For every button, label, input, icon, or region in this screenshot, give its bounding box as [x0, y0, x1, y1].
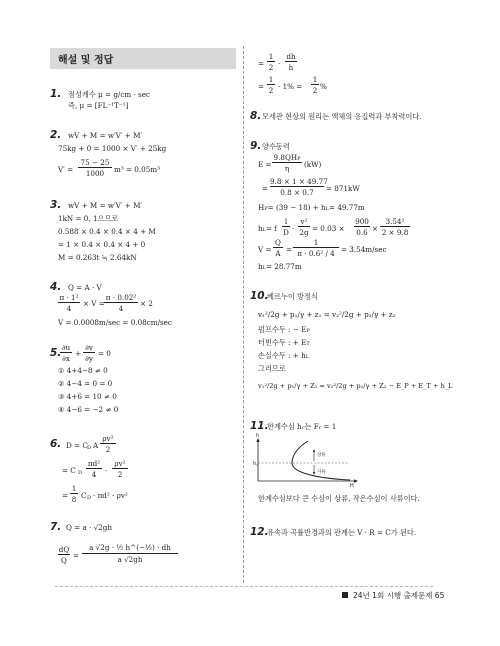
q6-frac4-num: 1	[71, 484, 77, 493]
q9-l4-f2-num: v²	[300, 217, 308, 226]
q6-line2-sub: D	[78, 470, 83, 476]
q5-option-3: ③ 4+6 = 10 ≠ 0	[58, 392, 117, 401]
q6-frac4-bar	[70, 493, 78, 494]
cont-frac1-num: 1	[268, 52, 274, 61]
q7-eq: =	[73, 551, 80, 560]
q7-frac-den: a √2gh	[117, 555, 143, 564]
q6-frac2-den: 4	[91, 470, 97, 479]
cont-frac1-den: 2	[268, 63, 274, 72]
cont-frac4-den: 2	[312, 86, 318, 95]
supercritical-label: 사류	[317, 470, 326, 475]
q9-l4-m3: ×	[372, 224, 379, 233]
q4-line2-end: × 2	[140, 299, 153, 308]
hc-label: h꜀	[253, 461, 258, 467]
q9-l1-den: η	[284, 164, 290, 173]
subcritical-label: 상류	[317, 453, 326, 458]
q9-l4-a: hL= f	[258, 224, 277, 233]
q5-frac1-bar	[60, 352, 72, 353]
q10-number: 10.	[250, 290, 269, 302]
q9-l4-f1-bar	[282, 226, 290, 227]
q11-number: 11.	[250, 420, 269, 432]
q7-frac-num: a √2g · ½ h^(−½) · dh	[89, 543, 171, 552]
q1-line1: 점성계수 μ = g/cm · sec	[68, 90, 151, 99]
q9-l2-den: 0.8 × 0.7	[280, 188, 314, 197]
q6-line3-c: · πd² · ρv²	[93, 491, 128, 500]
q9-l2-bar	[270, 186, 324, 187]
q10-loss-head: 손실수두 : + hL	[258, 351, 310, 360]
cont-frac2-num: dh	[286, 52, 296, 61]
q9-l1-num: 9.8QHP	[273, 153, 301, 162]
q1-number: 1.	[50, 88, 62, 100]
q9-l4-f4-den: 2 × 9.8	[381, 228, 409, 237]
q5-frac2-bar	[83, 352, 95, 353]
q12-text: 유속과 곡률반경과의 관계는 V · R = C가 된다.	[267, 528, 417, 537]
q2-number: 2.	[50, 129, 62, 141]
q9-l2-b: = 871kW	[326, 184, 360, 193]
q3-line4: = 1 × 0.4 × 0.4 × 4 + 0	[58, 240, 146, 249]
page-title: 해설 및 정답	[58, 55, 114, 66]
q10-title: 베르누이 방정식	[267, 292, 318, 301]
q5-frac2-num: ∂v	[85, 343, 93, 352]
q9-title: 양수동력	[262, 142, 290, 151]
q11-title: 한계수심 hc는 Fr = 1	[267, 422, 337, 431]
q9-l1-bar	[272, 162, 302, 163]
q9-l4-f2-bar	[298, 226, 310, 227]
q6-frac4-den: 8	[71, 495, 77, 504]
cont-line2-mid: · 1% =	[278, 82, 303, 91]
q7-number: 7.	[50, 521, 62, 533]
q9-l5-f1-den: A	[275, 249, 281, 258]
q1-line2: 즉, μ = [FL⁻¹T⁻¹]	[68, 101, 129, 110]
q2-line2: 75kg + 0 = 1000 × V′ + 25kg	[58, 144, 167, 153]
lower-arrow-head	[313, 472, 315, 475]
cont-frac1-bar	[267, 61, 275, 62]
q3-number: 3.	[50, 199, 62, 211]
q8-text: 모세관 현상의 원리는 액체의 응집력과 부착력이다.	[262, 112, 422, 121]
q6-frac1-bar	[100, 443, 116, 444]
q6-frac3-num: ρv²	[114, 459, 126, 468]
q9-l5-b: = 3.54m/sec	[341, 245, 387, 254]
q6-frac1-den: 2	[105, 445, 111, 454]
q6-line3-a: =	[62, 491, 69, 500]
q8-number: 8.	[250, 110, 262, 122]
cont-line1-a: =	[258, 59, 265, 68]
q9-l1-b: (kW)	[304, 160, 322, 169]
q9-l4-f3-den: 0.6	[356, 228, 368, 237]
cont-frac3-num: 1	[268, 75, 274, 84]
column-divider	[243, 46, 244, 583]
q9-l4-f1-num: l	[284, 217, 288, 226]
page-footer: 24년 1회 시행 출제문제 65	[353, 591, 445, 600]
q6-line1-b: A	[93, 441, 99, 450]
q5-option-4: ④ 4−6 = −2 ≠ 0	[58, 405, 119, 414]
q5-frac1-den: ∂x	[62, 354, 70, 363]
q3-line2: 1kN = 0, 1으므로	[58, 214, 119, 223]
q6-frac3-bar	[112, 468, 128, 469]
q7-frac-bar	[82, 553, 178, 554]
cont-frac3-den: 2	[268, 86, 274, 95]
q10-equation-1: v₁²/2g + p₁/γ + z₁ = v₂²/2g + p₂/γ + z₂	[258, 310, 396, 319]
x-axis-arrow	[354, 479, 358, 482]
x-axis-label: H	[350, 483, 354, 489]
q9-l4-f2-den: 2g	[299, 228, 309, 237]
q6-number: 6.	[50, 438, 62, 450]
cont-line2-end: %	[320, 82, 327, 91]
q2-frac-num: 75 − 25	[80, 158, 110, 167]
y-axis-label: h	[256, 433, 260, 439]
upper-arrow-head	[313, 449, 315, 452]
q3-line3: 0.588 × 0.4 × 0.4 × 4 + M	[58, 227, 156, 236]
q4-frac2-bar	[104, 302, 138, 303]
q9-l5-f2-bar	[293, 247, 339, 248]
q10-therefore: 그러므로	[258, 364, 286, 373]
cont-line1-mid: ·	[278, 59, 281, 68]
q9-l3: HP= (39 − 18) + hL= 49.77m	[258, 203, 365, 212]
q4-line2-mid: × V =	[83, 299, 105, 308]
q9-l1-a: E =	[258, 160, 272, 169]
cont-frac2-den: h	[288, 63, 294, 72]
q4-line1: Q = A · V	[68, 283, 102, 292]
q5-frac1-num: ∂u	[61, 343, 71, 352]
q9-l5-f2-den: π · 0.6² / 4	[297, 249, 335, 258]
q5-option-2: ② 4−4 = 0 = 0	[58, 379, 113, 388]
q9-l6: hL= 28.77m	[258, 262, 302, 271]
q6-line2-a: = C	[62, 466, 76, 475]
footer-marker	[342, 592, 348, 598]
q2-line1: wV + M = w′V′ + M′	[68, 131, 143, 140]
q12-number: 12.	[250, 526, 269, 538]
q6-line1-a: D = C	[66, 441, 88, 450]
q9-l5-f1-bar	[273, 247, 283, 248]
q9-l4-f3-num: 900	[355, 217, 369, 226]
q4-frac1-num: π · 1²	[59, 293, 79, 302]
q9-l4-m1: ·	[292, 224, 295, 233]
q9-l4-m2: = 0.03 ×	[312, 224, 345, 233]
q2-frac-den: 1000	[85, 169, 105, 178]
q4-line3: V = 0.0008m/sec = 0.08cm/sec	[58, 318, 172, 327]
cont-frac4-num: 1	[312, 75, 318, 84]
q3-line1: wV + M = w′V′ + M′	[68, 201, 143, 210]
q9-l4-f4-bar	[380, 226, 410, 227]
cont-frac2-bar	[285, 61, 297, 62]
q5-plus: +	[75, 349, 82, 358]
q6-frac3-den: 2	[117, 470, 123, 479]
q10-equation-2: v₁²/2g + p₁/γ + Z₁ = v₂²/2g + p₂/γ + Z₂ − E_P + E_T + h_L	[258, 382, 453, 390]
q4-frac1-bar	[58, 302, 80, 303]
footer-rule	[55, 586, 433, 587]
q9-number: 9.	[250, 140, 262, 152]
q5-frac2-den: ∂y	[85, 354, 93, 363]
q5-number: 5.	[50, 347, 62, 359]
q9-l4-f3-bar	[354, 226, 370, 227]
q7-line1: Q = a · √2gh	[66, 523, 113, 532]
q9-l5-f2-num: 1	[313, 238, 319, 247]
q6-line3-b: C	[81, 491, 87, 500]
q4-frac2-den: 4	[118, 304, 124, 313]
q2-line3-rhs: m³ = 0.05m³	[114, 165, 160, 174]
q9-l4-f1-den: D	[283, 228, 289, 237]
q4-frac2-num: π · 0.02²	[105, 293, 137, 302]
q5-eq-end: = 0	[98, 349, 111, 358]
specific-energy-diagram	[252, 437, 362, 489]
q11-text: 한계수심보다 큰 수심이 상류, 작은수심이 사류이다.	[258, 494, 420, 503]
cont-frac4-bar	[311, 84, 319, 85]
q10-pump-head: 펌프수두 : − EP	[258, 325, 310, 334]
q6-frac2-num: πd²	[87, 459, 101, 468]
q4-number: 4.	[50, 281, 62, 293]
q6-line1-sub: D	[87, 445, 92, 451]
q9-l5-m: =	[286, 245, 293, 254]
q7-lhs-den: Q	[61, 556, 67, 565]
cont-frac3-bar	[267, 84, 275, 85]
q3-line5: M = 0.263t ≒ 2.64kN	[58, 253, 137, 262]
q6-line3-sub: D	[87, 495, 92, 501]
q7-lhs-num: dQ	[58, 545, 70, 554]
q7-lhs-bar	[58, 554, 70, 555]
q2-frac-bar	[78, 167, 112, 168]
q2-line3-lhs: V′ =	[58, 165, 74, 174]
cont-line2-a: =	[258, 82, 265, 91]
q6-frac2-bar	[86, 468, 102, 469]
q6-line2-mid: ·	[105, 466, 108, 475]
q9-l2-a: =	[262, 184, 269, 193]
q9-l5-a: V =	[258, 245, 272, 254]
q5-option-1: ① 4+4−8 ≠ 0	[58, 366, 108, 375]
q9-l2-num: 9.8 × 1 × 49.77	[270, 177, 328, 186]
q6-frac1-num: ρv²	[102, 434, 114, 443]
q10-turbine-head: 터빈수두 : + ET	[258, 338, 310, 347]
q4-frac1-den: 4	[66, 304, 72, 313]
q9-l4-f4-num: 3.54²	[385, 217, 405, 226]
q9-l5-f1-num: Q	[275, 238, 281, 247]
